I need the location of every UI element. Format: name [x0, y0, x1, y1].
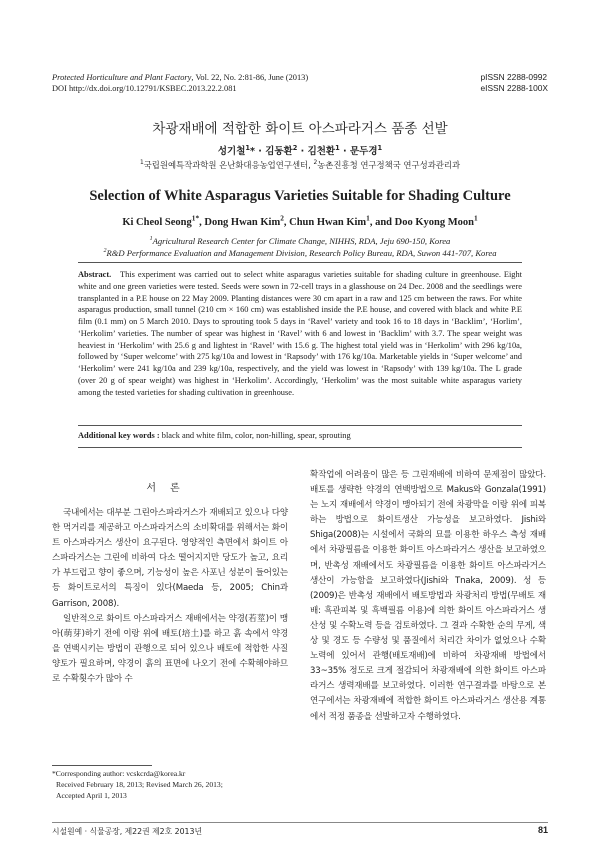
footnote-rule	[52, 765, 152, 766]
keywords-text: black and white film, color, non-hilling, spear, sprouting	[159, 431, 351, 440]
section-heading-introduction: 서론	[146, 483, 194, 494]
keywords	[78, 431, 522, 440]
english-affiliation-1: $^1$Agricultural Research Center for Climate Change, NIHHS, RDA, Jeju 690-150, Korea	[149, 236, 451, 246]
abstract-label: Abstract.	[78, 270, 112, 279]
body-right-column	[310, 468, 546, 725]
keywords-bottom-rule	[78, 447, 522, 448]
keywords-label: Additional key words :	[78, 431, 160, 440]
doi-link[interactable]: DOI http://dx.doi.org/10.12791/KSBEC.2013.22.2.081	[52, 84, 237, 93]
korean-title: 차광재배에 적합한 화이트 아스파라거스 품종 선발	[152, 121, 448, 137]
english-authors: Ki Cheol Seong$^{1*}$, Dong Hwan Kim$^2$, Chun Hwan Kim$^1$, and Doo Kyong Moon$^1$	[122, 213, 478, 228]
footnotes	[52, 768, 223, 801]
body-left-column	[52, 484, 288, 687]
footer-journal: 시설원예 · 식물공장, 제22권 제2호 2013년	[52, 827, 202, 836]
body-paragraph: 국내에서는 대부분 그린아스파라거스가 재배되고 있으나 다양한 먹거리를 제공하고 아스파라거스의 소비확대를 위해서는 화이트 아스파라거스 생산이 요구된다. 영양적인 측면에서 화이트 아스파라거스는 그린에 비하여 다소 떨어지지만 당도가 높고, 요리가 부드럽고 향이 좋으며, 기능성이 높은 사포닌 성분이 들어있는 등 화이트로서의 특징이 있다(Maeda 등, 2005; Chin과 Garrison, 2008).	[52, 508, 288, 609]
body-paragraph: 일반적으로 화이트 아스파라거스 재배에서는 약경(若莖)이 맹아(萌芽)하기 전에 이랑 위에 배토(培土)를 하고 흙 속에서 약경을 연백시키는 방법이 관행으로 되어 있으나 배토에 적합한 사질양토가 필요하며, 약경이 흙의 표면에 나오기 전에 수확해야하므로 수확횟수가 많아 수	[52, 613, 288, 685]
issn-block	[480, 72, 548, 94]
abstract-bottom-rule	[78, 425, 522, 426]
english-affiliation-2: $^2$R&D Performance Evaluation and Management Division, Research Policy Bureau, RDA, Suwon 441-707, Korea	[103, 248, 497, 258]
journal-name: Protected Horticulture and Plant Factory	[52, 73, 192, 82]
footer-rule	[52, 822, 548, 823]
abstract-top-rule	[78, 262, 522, 263]
corresponding-author: *Corresponding author: vcskcrda@korea.kr	[52, 769, 186, 778]
korean-authors: 성기철$^1$* · 김동환$^2$ · 김천환$^1$ · 문두경$^1$	[217, 143, 383, 157]
abstract	[78, 269, 522, 398]
pissn: pISSN 2288-0992	[480, 72, 548, 82]
body-paragraph: 확작업에 어려움이 많은 등 그린재배에 비하여 문제점이 많았다. 배토를 생략한 약경의 연백방법으로 Makus와 Gonzala(1991)는 노지 재배에서 약경이 맹아되기 전에 차광막을 이랑 위에 피복하는 방법으로 화이트생산 가능성을 보고하였다. Jishi와 Shiga(2008)는 시설에서 국화의 묘를 이용한 하우스 측성 재배에서 차광필름을 이용한 화이트 아스파라거스 생산을 보고하였으며, 반촉성 재배에서도 차광필름을 이용한 화이트 아스파라거스 생산이 가능함을 보고하였다(Jishi와 Tnaka, 2009). 성 등(2009)은 반촉성 재배에서 배토방법과 차광처리 방법(무배토 재배: 흑관피복 및 흑백필름 이용)에 의한 화이트 아스파라거스 생산성 및 수확노력 등을 검토하였다. 그 결과 수확한 순의 무게, 색상 및 경도 등 수량성 및 품질에서 처리간 차이가 없었으나 수확노력에 있어서 관행(배토재배)에 비하여 차광재배 방법에서 33~35% 정도로 크게 절감되어 차광재배에 의한 화이트 아스파라거스 생력재배를 보고하였다. 이러한 연구결과를 바탕으로 본 연구에서는 차광재배에 적합한 화이트 아스파라거스 생산용 계통에서 적정 품종을 선발하고자 수행하였다.	[310, 470, 546, 722]
abstract-text: This experiment was carried out to select white asparagus varieties suitable for shading culture in greenhouse. Eight white and one green varieties were tested. Seeds were sown in 72-cell trays in a glasshouse on 24 Dec. 2008 and the seedlings were transplanted in a P.E house on 22 May 2009. Planting distances were 30 cm apart in a raw and 125 cm between the raws. For white asparagus production, small tunnel (210 cm × 160 cm) was established inside the P.E house, and covered with black and white P.E film (0.1 mm) on 5 March 2010. Days to sprouting took 5 days in ‘Ravel’ variety and took 16 to 18 days in ‘Backlim’, ‘Horlim’, ‘Herkolim’ varieties. The number of spear was highest in ‘Ravel’ with 6 and lowest in ‘Backlim’ with 3.7. The spear weight was heaviest in ‘Herkolim’ with 25.6 g and lightest in ‘Ravel’ with 15.6 g. The highest total yield was in ‘Herkolim’ with 296 kg/10a, followed by ‘Super welcome’ with 275 kg/10a and lowest in ‘Rapsody’ with 176 kg/10a. Marketable yields in ‘Super welcome’ and ‘Herkolim’ were 241 kg/10a and 239 kg/10a, respectively, and the yield was lowest in ‘Rapsody’ with 139 kg/10a. The L grade (over 20 g of spear weight) was highest in ‘Herkolim’. Accordingly, ‘Herkolim’ was the most suitable white asparagus variety among the tested varieties for shading cultivation in greenhouse.	[78, 270, 522, 397]
journal-header	[52, 72, 308, 94]
received-date: Received February 18, 2013; Revised March 26, 2013;	[56, 780, 223, 789]
journal-citation: , Vol. 22, No. 2:81-86, June (2013)	[191, 73, 309, 82]
page-number: 81	[537, 825, 548, 835]
accepted-date: Accepted April 1, 2013	[56, 791, 127, 800]
eissn: eISSN 2288-100X	[480, 83, 548, 93]
english-title: Selection of White Asparagus Varieties Suitable for Shading Culture	[89, 188, 511, 204]
korean-affiliations: $^1$국립원예특작과학원 온난화대응농업연구센터, $^2$농촌진흥청 연구정책국 연구성과관리과	[139, 160, 461, 170]
